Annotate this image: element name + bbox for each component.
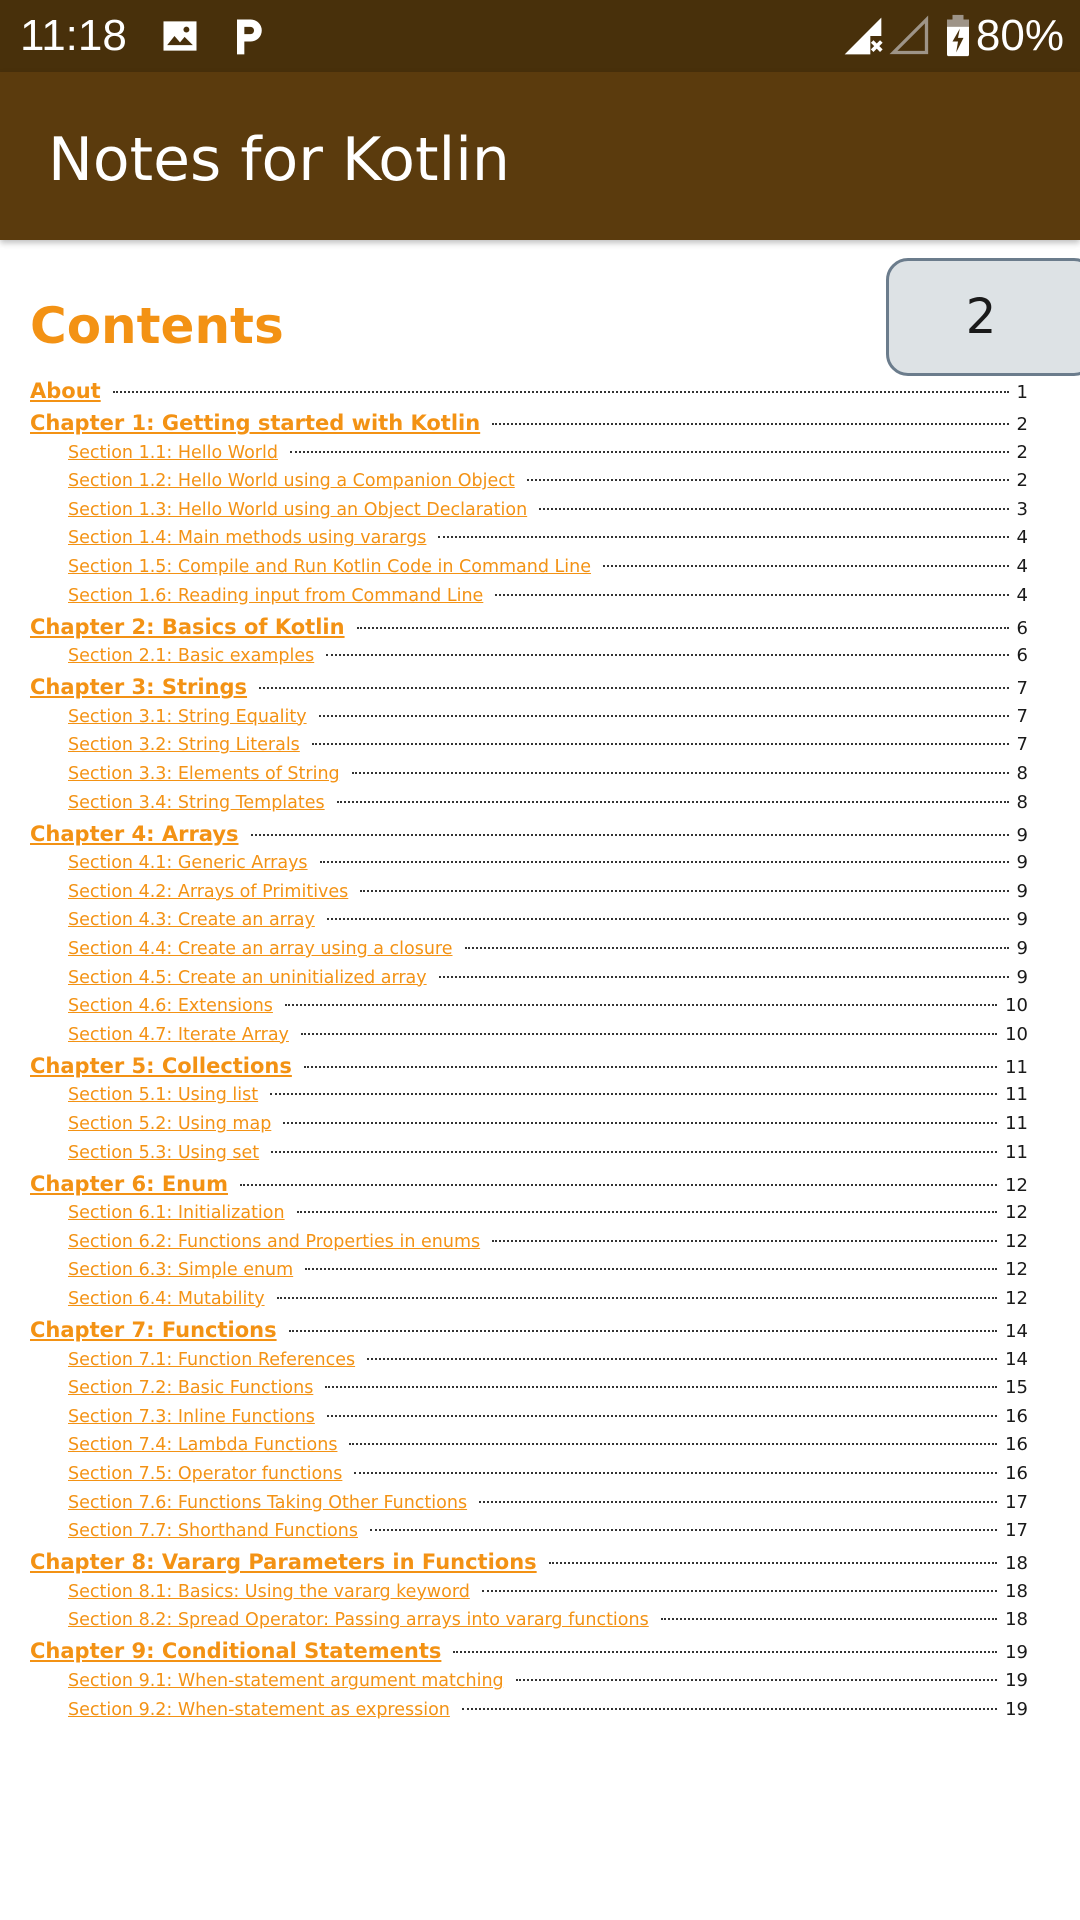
toc-chapter-link[interactable]: Chapter 6: Enum [30,1171,228,1196]
toc-leader-dots [492,1240,997,1242]
toc-leader-dots [312,743,1009,745]
toc-leader-dots [326,654,1008,656]
toc-page-number: 2 [1016,414,1028,435]
toc-section-link[interactable]: Section 7.2: Basic Functions [68,1378,314,1399]
toc-leader-dots [327,918,1009,920]
toc-page-number: 3 [1016,498,1028,520]
toc-page-number: 11 [1005,1141,1028,1163]
toc-leader-dots [479,1501,997,1503]
toc-leader-dots [320,861,1009,863]
toc-page-number: 9 [1016,852,1028,874]
battery-charging-icon [944,14,972,58]
toc-section-row[interactable] [68,442,1028,470]
toc-section-row[interactable] [68,1492,1028,1520]
toc-page-number: 16 [1005,1463,1028,1484]
toc-section-row[interactable] [68,499,1028,527]
signal-no-service-icon [840,14,886,58]
toc-chapter-link[interactable]: Chapter 1: Getting started with Kotlin [30,411,481,435]
toc-leader-dots [438,536,1008,538]
page-number-badge [886,258,1080,376]
toc-leader-dots [549,1562,997,1564]
toc-leader-dots [367,1358,997,1360]
toc-section-link[interactable]: Section 9.2: When-statement as expression [68,1699,450,1720]
toc-section-row[interactable] [68,792,1028,820]
toc-chapter-link[interactable]: Chapter 3: Strings [30,675,248,700]
toc-page-number: 12 [1005,1288,1028,1309]
toc-section-row[interactable] [68,1084,1028,1112]
toc-section-row[interactable] [68,1377,1028,1405]
toc-section-link[interactable]: Section 4.4: Create an array using a closure [68,939,453,959]
toc-leader-dots [465,947,1009,949]
toc-page-number: 18 [1005,1580,1028,1602]
toc-page-number: 7 [1016,678,1028,700]
toc-leader-dots [453,1651,997,1653]
toc-section-link[interactable]: Section 4.3: Create an array [68,910,315,931]
toc-chapter-row[interactable] [30,675,1028,709]
parking-icon [226,14,270,58]
toc-section-link[interactable]: Section 5.2: Using map [68,1114,272,1134]
toc-section-row[interactable] [68,1609,1028,1637]
toc-page-number: 4 [1016,556,1028,577]
toc-section-row[interactable] [68,995,1028,1023]
toc-section-link[interactable]: Section 7.6: Functions Taking Other Functions [68,1492,468,1513]
toc-section-row[interactable] [68,1231,1028,1259]
toc-chapter-row[interactable] [30,411,1028,445]
toc-chapter-row[interactable] [30,615,1028,649]
toc-page-number: 17 [1005,1491,1028,1513]
toc-section-link[interactable]: Section 7.1: Function References [68,1349,356,1370]
toc-page-number: 18 [1005,1609,1028,1631]
toc-section-row[interactable] [68,556,1028,584]
toc-page-number: 12 [1005,1259,1028,1281]
toc-section-row[interactable] [68,1142,1028,1170]
toc-section-link[interactable]: Section 3.4: String Templates [68,792,325,813]
toc-chapter-row[interactable] [30,379,1028,413]
contents-heading: Contents [30,297,284,355]
toc-page-number: 14 [1005,1321,1028,1342]
toc-chapter-link[interactable]: Chapter 8: Vararg Parameters in Functions [30,1550,537,1575]
toc-chapter-row[interactable] [30,1318,1028,1352]
toc-leader-dots [539,508,1008,510]
toc-page-number: 19 [1005,1670,1028,1691]
toc-section-row[interactable] [68,1288,1028,1316]
toc-section-link[interactable]: Section 9.1: When-statement argument matching [68,1671,504,1691]
toc-leader-dots [290,451,1009,453]
toc-section-row[interactable] [68,763,1028,791]
toc-chapter-row[interactable] [30,1172,1028,1206]
toc-chapter-link[interactable]: Chapter 7: Functions [30,1318,277,1342]
toc-section-row[interactable] [68,1670,1028,1698]
toc-section-row[interactable] [68,967,1028,995]
toc-leader-dots [271,1151,997,1153]
toc-section-row[interactable] [68,1024,1028,1052]
toc-leader-dots [482,1590,997,1592]
toc-section-link[interactable]: Section 6.2: Functions and Properties in enums [68,1231,481,1252]
toc-page-number: 2 [1016,470,1028,492]
toc-chapter-link[interactable]: About [30,379,101,403]
toc-leader-dots [285,1004,997,1006]
toc-section-link[interactable]: Section 1.6: Reading input from Command Line [68,585,484,606]
toc-page-number: 8 [1016,791,1028,813]
toc-leader-dots [439,976,1009,978]
toc-section-link[interactable]: Section 7.5: Operator functions [68,1464,343,1484]
toc-section-row[interactable] [68,938,1028,966]
toc-leader-dots [661,1618,997,1620]
toc-section-link[interactable]: Section 3.3: Elements of String [68,764,340,784]
toc-leader-dots [270,1093,997,1095]
toc-section-link[interactable]: Section 1.5: Compile and Run Kotlin Code in Command Line [68,557,592,577]
toc-section-link[interactable]: Section 1.4: Main methods using varargs [68,528,427,549]
toc-section-link[interactable]: Section 1.2: Hello World using a Companion Object [68,471,515,492]
toc-leader-dots [349,1443,997,1445]
toc-leader-dots [516,1679,997,1681]
toc-section-row[interactable] [68,909,1028,937]
toc-section-row[interactable] [68,881,1028,909]
toc-leader-dots [360,890,1008,892]
toc-leader-dots [370,1529,997,1531]
toc-leader-dots [527,479,1009,481]
toc-leader-dots [354,1472,997,1474]
toc-leader-dots [240,1184,997,1186]
toc-chapter-link[interactable]: Chapter 2: Basics of Kotlin [30,614,345,639]
toc-leader-dots [327,1415,997,1417]
toc-section-row[interactable] [68,470,1028,498]
toc-leader-dots [603,565,1009,567]
toc-section-link[interactable]: Section 7.4: Lambda Functions [68,1435,338,1456]
toc-section-link[interactable]: Section 6.1: Initialization [68,1203,285,1224]
toc-section-link[interactable]: Section 3.2: String Literals [68,735,300,756]
toc-section-row[interactable] [68,1113,1028,1141]
toc-section-link[interactable]: Section 4.6: Extensions [68,996,273,1017]
toc-section-link[interactable]: Section 4.7: Iterate Array [68,1024,289,1045]
toc-leader-dots [305,1268,997,1270]
toc-page-number: 12 [1005,1174,1028,1196]
toc-section-link[interactable]: Section 4.2: Arrays of Primitives [68,881,349,902]
toc-section-link[interactable]: Section 6.3: Simple enum [68,1260,294,1281]
toc-section-row[interactable] [68,1463,1028,1491]
toc-page-number: 2 [1016,441,1028,463]
toc-section-link[interactable]: Section 8.2: Spread Operator: Passing arrays into vararg functions [68,1610,649,1631]
app-bar [0,72,1080,240]
toc-section-row[interactable] [68,527,1028,555]
toc-leader-dots [337,801,1009,803]
toc-leader-dots [492,423,1008,425]
page-number: 2 [965,289,997,345]
toc-section-link[interactable]: Section 2.1: Basic examples [68,646,315,667]
toc-section-link[interactable]: Section 5.3: Using set [68,1142,260,1163]
toc-section-link[interactable]: Section 4.1: Generic Arrays [68,853,308,874]
document-page[interactable] [0,240,1080,1920]
toc-page-number: 8 [1016,763,1028,784]
toc-section-row[interactable] [68,1202,1028,1230]
toc-section-row[interactable] [68,1581,1028,1609]
toc-page-number: 16 [1005,1405,1028,1427]
toc-chapter-link[interactable]: Chapter 4: Arrays [30,821,239,846]
toc-page-number: 9 [1016,938,1028,959]
toc-page-number: 9 [1016,909,1028,931]
toc-leader-dots [301,1033,997,1035]
toc-section-link[interactable]: Section 1.3: Hello World using an Object Declaration [68,499,528,520]
signal-empty-icon [888,14,932,58]
toc-page-number: 7 [1016,734,1028,756]
toc-page-number: 14 [1005,1348,1028,1370]
toc-page-number: 12 [1005,1230,1028,1252]
toc-section-link[interactable]: Section 5.1: Using list [68,1085,259,1106]
toc-section-row[interactable] [68,645,1028,673]
toc-chapter-link[interactable]: Chapter 5: Collections [30,1053,292,1078]
toc-leader-dots [251,834,1009,836]
toc-leader-dots [495,594,1008,596]
toc-page-number: 11 [1005,1056,1028,1078]
toc-chapter-row[interactable] [30,1639,1028,1673]
toc-leader-dots [357,627,1009,629]
toc-page-number: 17 [1005,1520,1028,1542]
image-icon [158,14,202,58]
toc-page-number: 12 [1005,1202,1028,1224]
toc-chapter-link[interactable]: Chapter 9: Conditional Statements [30,1639,442,1664]
toc-section-row[interactable] [68,585,1028,613]
toc-section-row[interactable] [68,852,1028,880]
toc-page-number: 11 [1005,1113,1028,1134]
toc-leader-dots [352,772,1009,774]
toc-leader-dots [277,1297,998,1299]
toc-leader-dots [297,1211,998,1213]
toc-page-number: 6 [1016,617,1028,639]
toc-page-number: 4 [1016,584,1028,606]
toc-section-link[interactable]: Section 7.7: Shorthand Functions [68,1521,358,1542]
toc-section-link[interactable]: Section 6.4: Mutability [68,1289,265,1309]
toc-page-number: 19 [1005,1698,1028,1720]
toc-page-number: 4 [1016,527,1028,549]
toc-section-row[interactable] [68,1406,1028,1434]
toc-page-number: 9 [1016,966,1028,988]
toc-section-link[interactable]: Section 7.3: Inline Functions [68,1406,315,1427]
toc-section-link[interactable]: Section 1.1: Hello World [68,442,278,463]
toc-leader-dots [319,715,1009,717]
toc-page-number: 16 [1005,1434,1028,1456]
toc-chapter-row[interactable] [30,1550,1028,1584]
toc-section-row[interactable] [68,1349,1028,1377]
toc-page-number: 18 [1005,1553,1028,1575]
toc-page-number: 11 [1005,1084,1028,1106]
battery-percentage: 80% [975,11,1064,60]
app-title: Notes for Kotlin [48,125,510,195]
toc-section-link[interactable]: Section 8.1: Basics: Using the vararg keyword [68,1581,470,1602]
toc-leader-dots [259,687,1009,689]
toc-page-number: 7 [1016,705,1028,727]
toc-leader-dots [289,1330,997,1332]
status-bar [0,0,1080,72]
toc-page-number: 15 [1005,1377,1028,1399]
toc-section-link[interactable]: Section 3.1: String Equality [68,706,307,727]
toc-page-number: 9 [1016,880,1028,902]
toc-page-number: 19 [1005,1642,1028,1664]
toc-page-number: 1 [1016,382,1028,403]
toc-section-row[interactable] [68,1259,1028,1287]
toc-chapter-row[interactable] [30,1054,1028,1088]
status-time: 11:18 [20,11,127,60]
toc-section-link[interactable]: Section 4.5: Create an uninitialized array [68,967,427,988]
toc-leader-dots [304,1066,997,1068]
toc-section-row[interactable] [68,1434,1028,1462]
toc-page-number: 10 [1005,1023,1028,1045]
toc-leader-dots [283,1122,997,1124]
toc-chapter-row[interactable] [30,822,1028,856]
toc-section-row[interactable] [68,706,1028,734]
toc-leader-dots [462,1708,997,1710]
toc-section-row[interactable] [68,734,1028,762]
toc-page-number: 9 [1016,824,1028,846]
toc-leader-dots [325,1386,997,1388]
toc-page-number: 10 [1005,995,1028,1017]
toc-leader-dots [113,391,1009,393]
toc-section-row[interactable] [68,1520,1028,1548]
toc-section-row[interactable] [68,1699,1028,1727]
toc-page-number: 6 [1016,645,1028,667]
